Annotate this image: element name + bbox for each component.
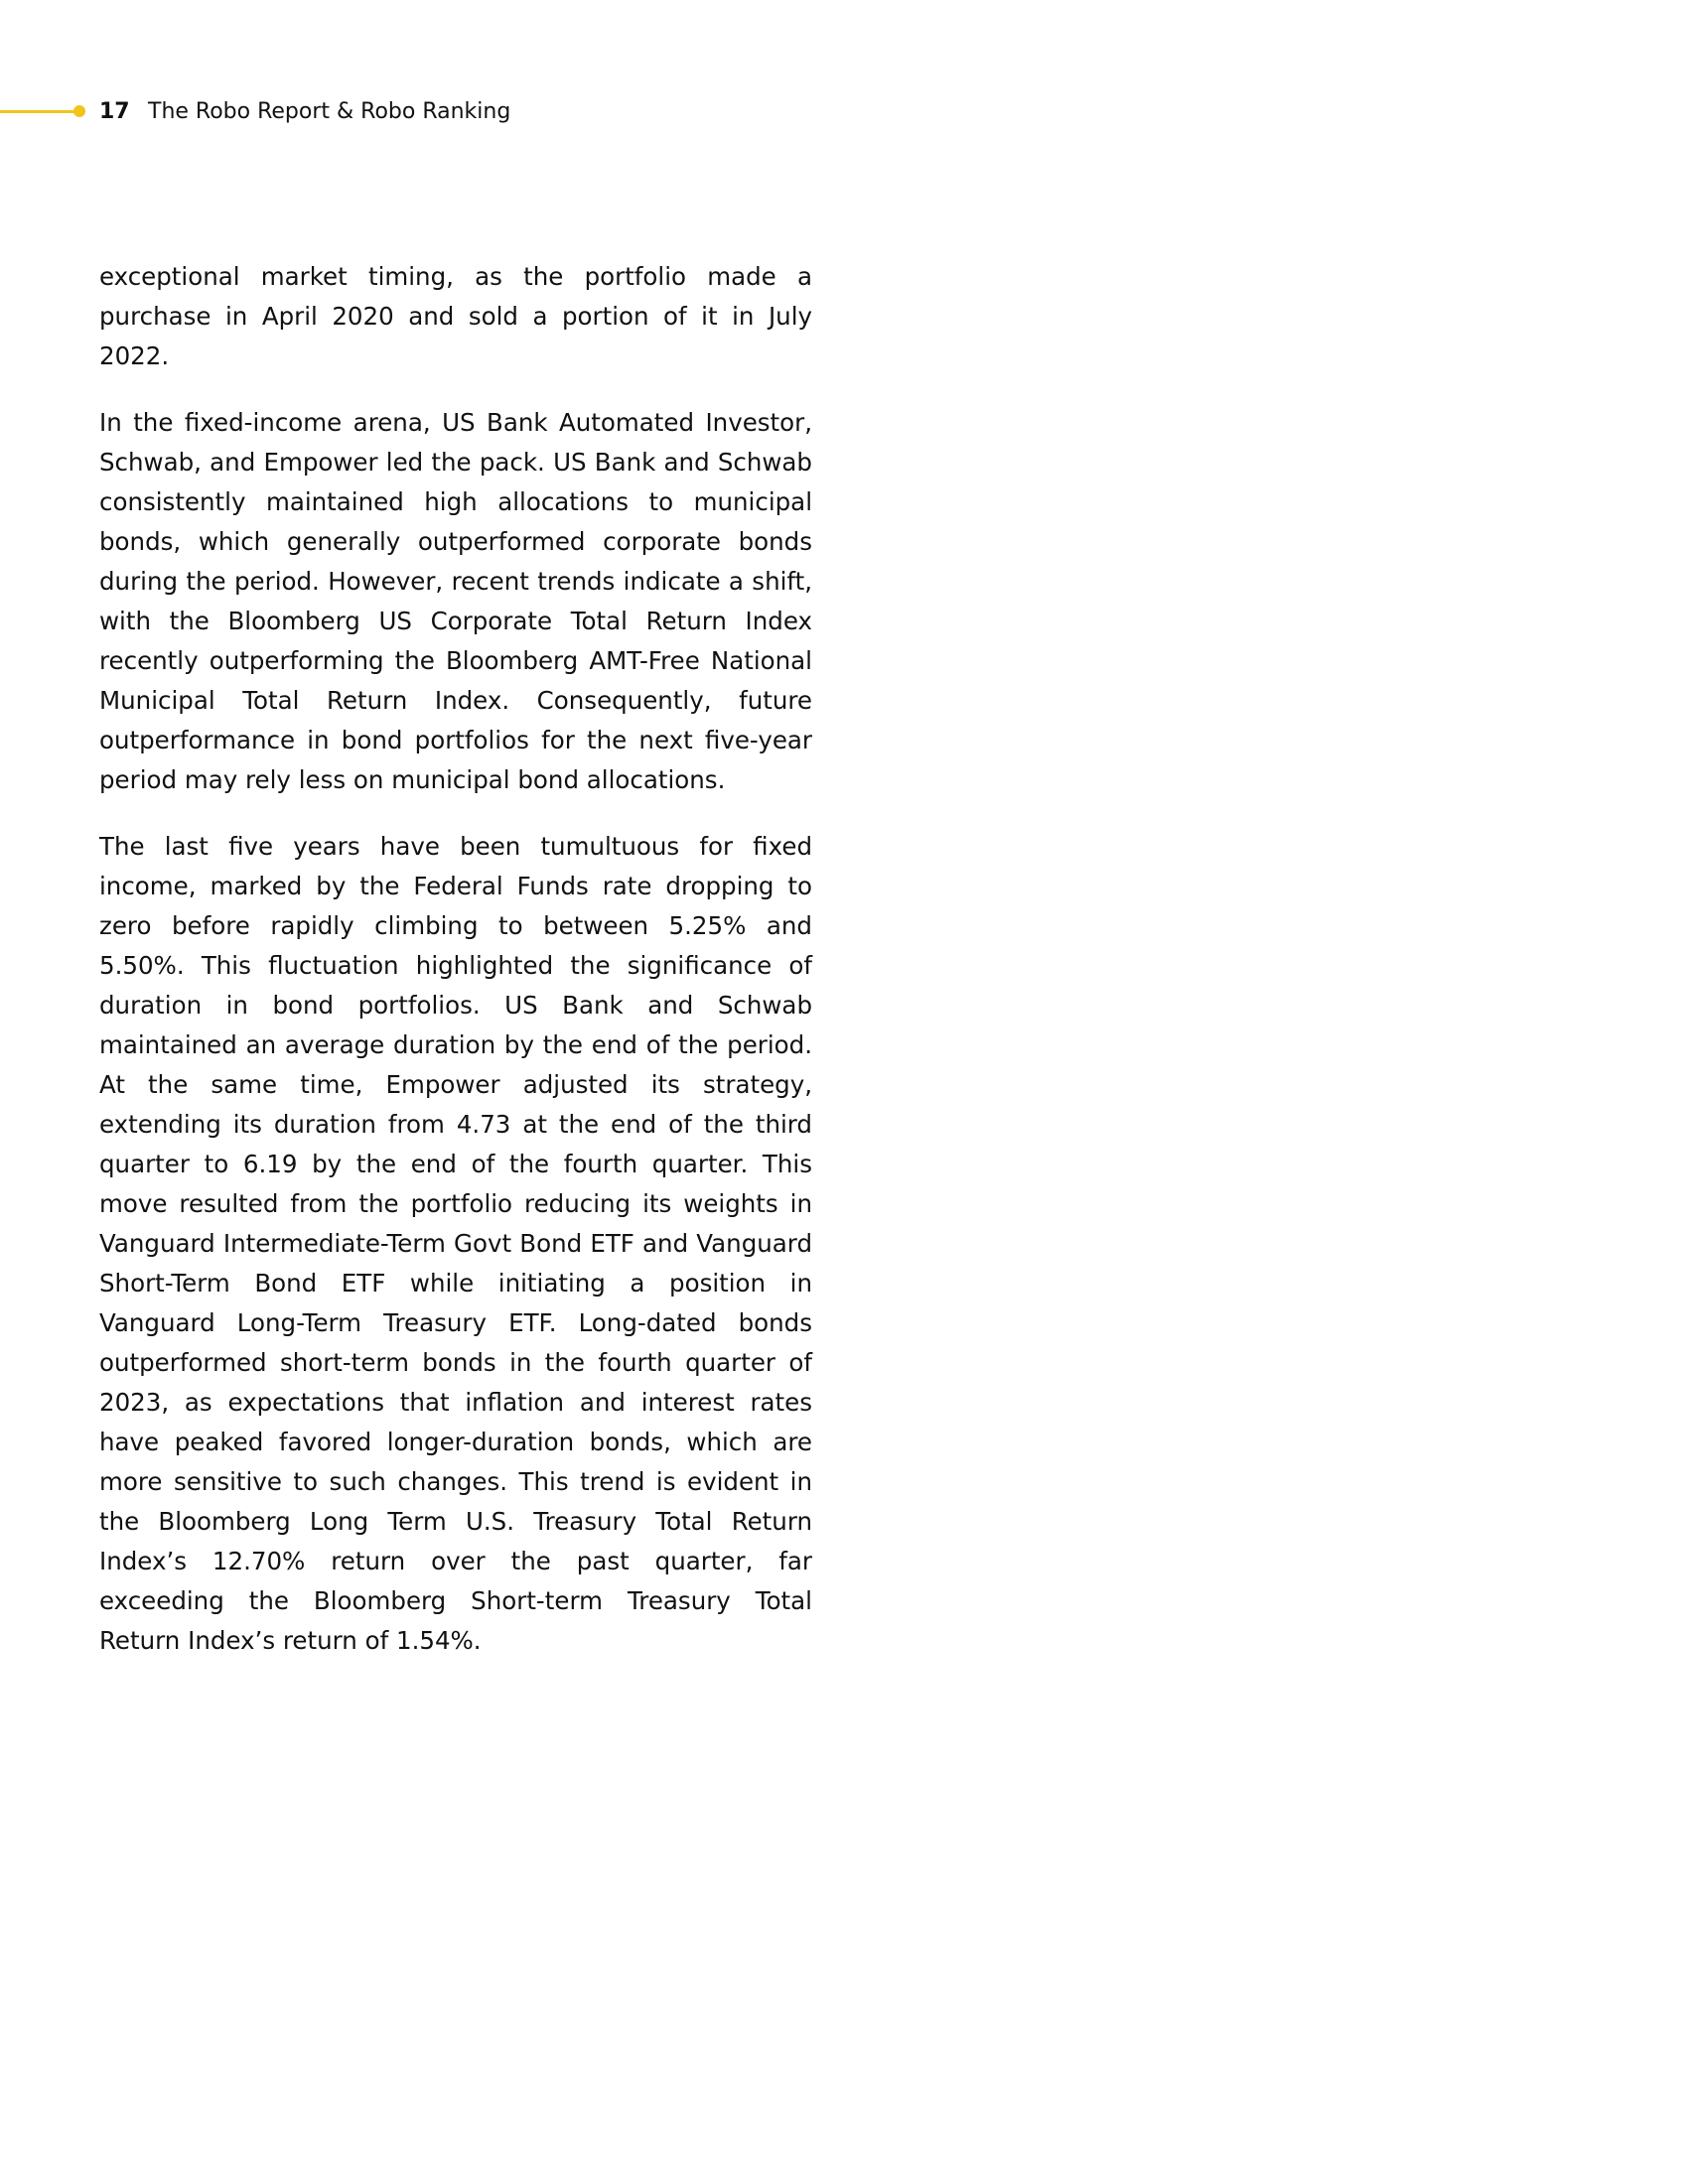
paragraph-fixed-income: In the fixed-income arena, US Bank Automated Investor, Schwab, and Empower led the pack. US Bank and Schwab consistently maintained high allocations to municipal bonds, which generally outperformed corporate bonds during the period. However, recent trends indicate a shift, with the Bloomberg US Corporate Total Return Index recently outperforming the Bloomberg AMT-Free National Municipal Total Return Index. Consequently, future outperformance in bond portfolios for the next five-year period may rely less on municipal bond allocations. [99, 408, 812, 794]
report-title: The Robo Report & Robo Ranking [148, 99, 511, 124]
header-accent-line [0, 110, 77, 113]
paragraph-duration: The last five years have been tumultuous for fixed income, marked by the Federal Funds rate dropping to zero before rapidly climbing to between 5.25% and 5.50%. This fluctuation highlighted the significance of duration in bond portfolios. US Bank and Schwab maintained an average duration by the end of the period. At the same time, Empower adjusted its strategy, extending its duration from 4.73 at the end of the third quarter to 6.19 by the end of the fourth quarter. This move resulted from the portfolio reducing its weights in Vanguard Intermediate-Term Govt Bond ETF and Vanguard Short-Term Bond ETF while initiating a position in Vanguard Long-Term Treasury ETF. Long-dated bonds outperformed short-term bonds in the fourth quarter of 2023, as expectations that inflation and interest rates have peaked favored longer-duration bonds, which are more sensitive to such changes. This trend is evident in the Bloomberg Long Term U.S. Treasury Total Return Index’s 12.70% return over the past quarter, far exceeding the Bloomberg Short-term Treasury Total Return Index’s return of 1.54%. [99, 832, 812, 1655]
page-number: 17 [99, 99, 130, 124]
body-text [99, 257, 812, 1688]
header-accent-dot [73, 105, 85, 117]
paragraph-market-timing: exceptional market timing, as the portfolio made a purchase in April 2020 and sold a portion of it in July 2022. [99, 262, 812, 370]
